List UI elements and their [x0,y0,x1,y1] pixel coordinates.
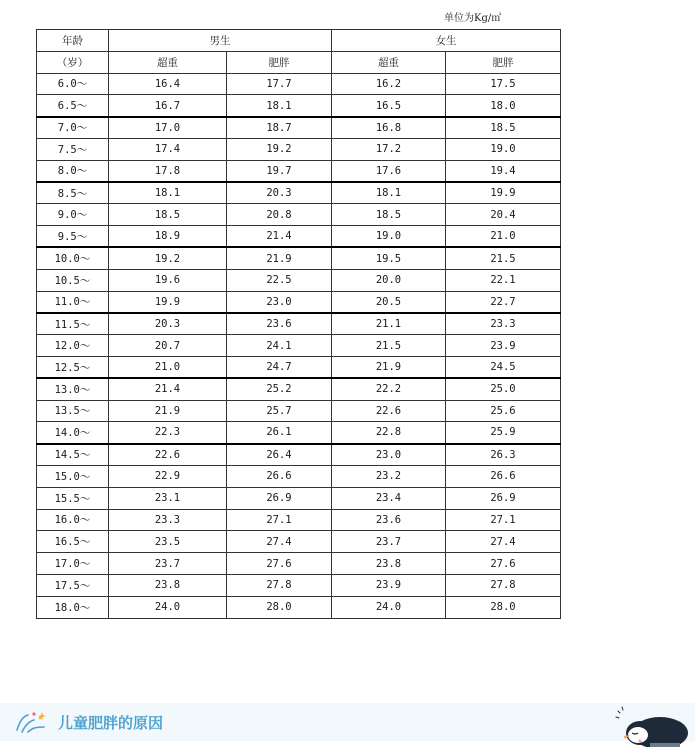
age-cell: 9.0～ [37,204,109,226]
female-overweight-cell: 17.6 [332,160,446,182]
female-obese-cell: 26.6 [446,465,561,487]
age-cell: 16.5～ [37,531,109,553]
female-overweight-cell: 16.8 [332,117,446,139]
age-cell: 18.0～ [37,596,109,618]
male-overweight-cell: 19.6 [109,269,227,291]
female-obese-cell: 24.5 [446,356,561,378]
male-obese-cell: 27.8 [227,574,332,596]
female-overweight-cell: 23.9 [332,574,446,596]
table-row [37,378,561,400]
male-overweight-cell: 21.4 [109,378,227,400]
female-overweight-cell: 19.5 [332,247,446,269]
male-overweight-cell: 22.6 [109,444,227,466]
male-overweight-cell: 18.9 [109,226,227,248]
table-row [37,117,561,139]
female-overweight-cell: 18.1 [332,182,446,204]
sparkle-icon [14,710,48,734]
age-cell: 15.5～ [37,487,109,509]
female-overweight-cell: 23.4 [332,487,446,509]
male-overweight-cell: 22.9 [109,465,227,487]
male-obese-cell: 22.5 [227,269,332,291]
age-header: 年龄 [37,30,109,52]
female-obese-cell: 25.6 [446,400,561,422]
female-overweight-cell: 21.5 [332,335,446,357]
male-obese-cell: 26.6 [227,465,332,487]
age-cell: 9.5～ [37,226,109,248]
age-cell: 11.5～ [37,313,109,335]
table-row [37,553,561,575]
male-obese-cell: 23.6 [227,313,332,335]
male-obese-header: 肥胖 [227,51,332,73]
female-overweight-cell: 16.2 [332,73,446,95]
table-row [37,509,561,531]
male-overweight-cell: 19.2 [109,247,227,269]
male-overweight-cell: 20.7 [109,335,227,357]
male-overweight-cell: 23.8 [109,574,227,596]
female-overweight-cell: 23.6 [332,509,446,531]
male-overweight-cell: 22.3 [109,422,227,444]
male-obese-cell: 26.9 [227,487,332,509]
female-overweight-cell: 19.0 [332,226,446,248]
table-row [37,269,561,291]
male-overweight-cell: 17.4 [109,138,227,160]
age-cell: 8.5～ [37,182,109,204]
male-overweight-header: 超重 [109,51,227,73]
male-overweight-cell: 24.0 [109,596,227,618]
male-obese-cell: 26.1 [227,422,332,444]
bmi-table-body [37,73,561,618]
female-obese-cell: 27.1 [446,509,561,531]
female-obese-cell: 20.4 [446,204,561,226]
male-obese-cell: 28.0 [227,596,332,618]
table-row [37,531,561,553]
age-cell: 6.5～ [37,95,109,117]
female-overweight-cell: 20.5 [332,291,446,313]
age-cell: 7.0～ [37,117,109,139]
table-row [37,247,561,269]
age-cell: 12.0～ [37,335,109,357]
section-title: 儿童肥胖的原因 [58,714,164,732]
age-cell: 13.5～ [37,400,109,422]
female-obese-cell: 26.9 [446,487,561,509]
female-overweight-cell: 21.1 [332,313,446,335]
male-obese-cell: 25.2 [227,378,332,400]
female-overweight-cell: 20.0 [332,269,446,291]
male-obese-cell: 18.7 [227,117,332,139]
female-obese-cell: 27.4 [446,531,561,553]
male-obese-cell: 26.4 [227,444,332,466]
age-cell: 7.5～ [37,138,109,160]
table-row [37,182,561,204]
male-overweight-cell: 21.9 [109,400,227,422]
age-cell: 8.0～ [37,160,109,182]
female-overweight-cell: 23.8 [332,553,446,575]
male-obese-cell: 27.4 [227,531,332,553]
male-obese-cell: 21.4 [227,226,332,248]
female-overweight-cell: 23.0 [332,444,446,466]
male-obese-cell: 19.7 [227,160,332,182]
female-obese-cell: 27.8 [446,574,561,596]
female-obese-cell: 23.3 [446,313,561,335]
table-row [37,400,561,422]
male-overweight-cell: 17.0 [109,117,227,139]
female-obese-cell: 27.6 [446,553,561,575]
female-obese-cell: 19.0 [446,138,561,160]
female-overweight-cell: 22.6 [332,400,446,422]
table-row [37,95,561,117]
table-row [37,487,561,509]
male-overweight-cell: 23.1 [109,487,227,509]
age-cell: 16.0～ [37,509,109,531]
male-obese-cell: 24.7 [227,356,332,378]
female-obese-cell: 22.7 [446,291,561,313]
age-cell: 10.0～ [37,247,109,269]
table-row [37,313,561,335]
male-obese-cell: 17.7 [227,73,332,95]
male-obese-cell: 18.1 [227,95,332,117]
table-row [37,160,561,182]
age-cell: 14.5～ [37,444,109,466]
age-cell: 14.0～ [37,422,109,444]
male-obese-cell: 27.6 [227,553,332,575]
female-overweight-cell: 22.8 [332,422,446,444]
female-obese-cell: 22.1 [446,269,561,291]
male-overweight-cell: 18.1 [109,182,227,204]
table-row [37,204,561,226]
male-overweight-cell: 23.3 [109,509,227,531]
table-row [37,465,561,487]
female-obese-cell: 18.0 [446,95,561,117]
male-overweight-cell: 18.5 [109,204,227,226]
female-overweight-cell: 23.7 [332,531,446,553]
table-row [37,138,561,160]
female-overweight-header: 超重 [332,51,446,73]
age-cell: 10.5～ [37,269,109,291]
male-obese-cell: 20.8 [227,204,332,226]
female-overweight-cell: 18.5 [332,204,446,226]
female-obese-cell: 21.0 [446,226,561,248]
female-obese-cell: 19.4 [446,160,561,182]
female-overweight-cell: 17.2 [332,138,446,160]
table-row [37,226,561,248]
table-row [37,335,561,357]
age-cell: 17.5～ [37,574,109,596]
male-overweight-cell: 23.7 [109,553,227,575]
female-obese-cell: 28.0 [446,596,561,618]
age-cell: 17.0～ [37,553,109,575]
female-obese-cell: 25.0 [446,378,561,400]
male-obese-cell: 21.9 [227,247,332,269]
age-cell: 11.0～ [37,291,109,313]
female-obese-cell: 26.3 [446,444,561,466]
male-obese-cell: 24.1 [227,335,332,357]
male-overweight-cell: 20.3 [109,313,227,335]
male-obese-cell: 23.0 [227,291,332,313]
female-overweight-cell: 23.2 [332,465,446,487]
female-obese-header: 肥胖 [446,51,561,73]
table-row [37,574,561,596]
sleeping-penguin-icon [610,703,690,747]
female-obese-cell: 23.9 [446,335,561,357]
male-obese-cell: 25.7 [227,400,332,422]
table-row [37,422,561,444]
male-overweight-cell: 16.4 [109,73,227,95]
male-obese-cell: 20.3 [227,182,332,204]
table-row [37,596,561,618]
age-unit-header: （岁） [37,51,109,73]
male-overweight-cell: 17.8 [109,160,227,182]
female-overweight-cell: 22.2 [332,378,446,400]
female-overweight-cell: 16.5 [332,95,446,117]
male-overweight-cell: 19.9 [109,291,227,313]
male-overweight-cell: 21.0 [109,356,227,378]
female-header: 女生 [332,30,561,52]
female-obese-cell: 18.5 [446,117,561,139]
table-row [37,291,561,313]
bmi-table [36,29,561,619]
male-overweight-cell: 23.5 [109,531,227,553]
female-overweight-cell: 21.9 [332,356,446,378]
age-cell: 6.0～ [37,73,109,95]
female-obese-cell: 17.5 [446,73,561,95]
unit-note: 单位为Kg/㎡ [444,13,502,24]
age-cell: 12.5～ [37,356,109,378]
female-overweight-cell: 24.0 [332,596,446,618]
table-row [37,356,561,378]
male-obese-cell: 27.1 [227,509,332,531]
age-cell: 13.0～ [37,378,109,400]
age-cell: 15.0～ [37,465,109,487]
table-row [37,444,561,466]
female-obese-cell: 21.5 [446,247,561,269]
table-row [37,73,561,95]
male-overweight-cell: 16.7 [109,95,227,117]
female-obese-cell: 25.9 [446,422,561,444]
section-header [0,703,695,741]
male-obese-cell: 19.2 [227,138,332,160]
female-obese-cell: 19.9 [446,182,561,204]
male-header: 男生 [109,30,332,52]
